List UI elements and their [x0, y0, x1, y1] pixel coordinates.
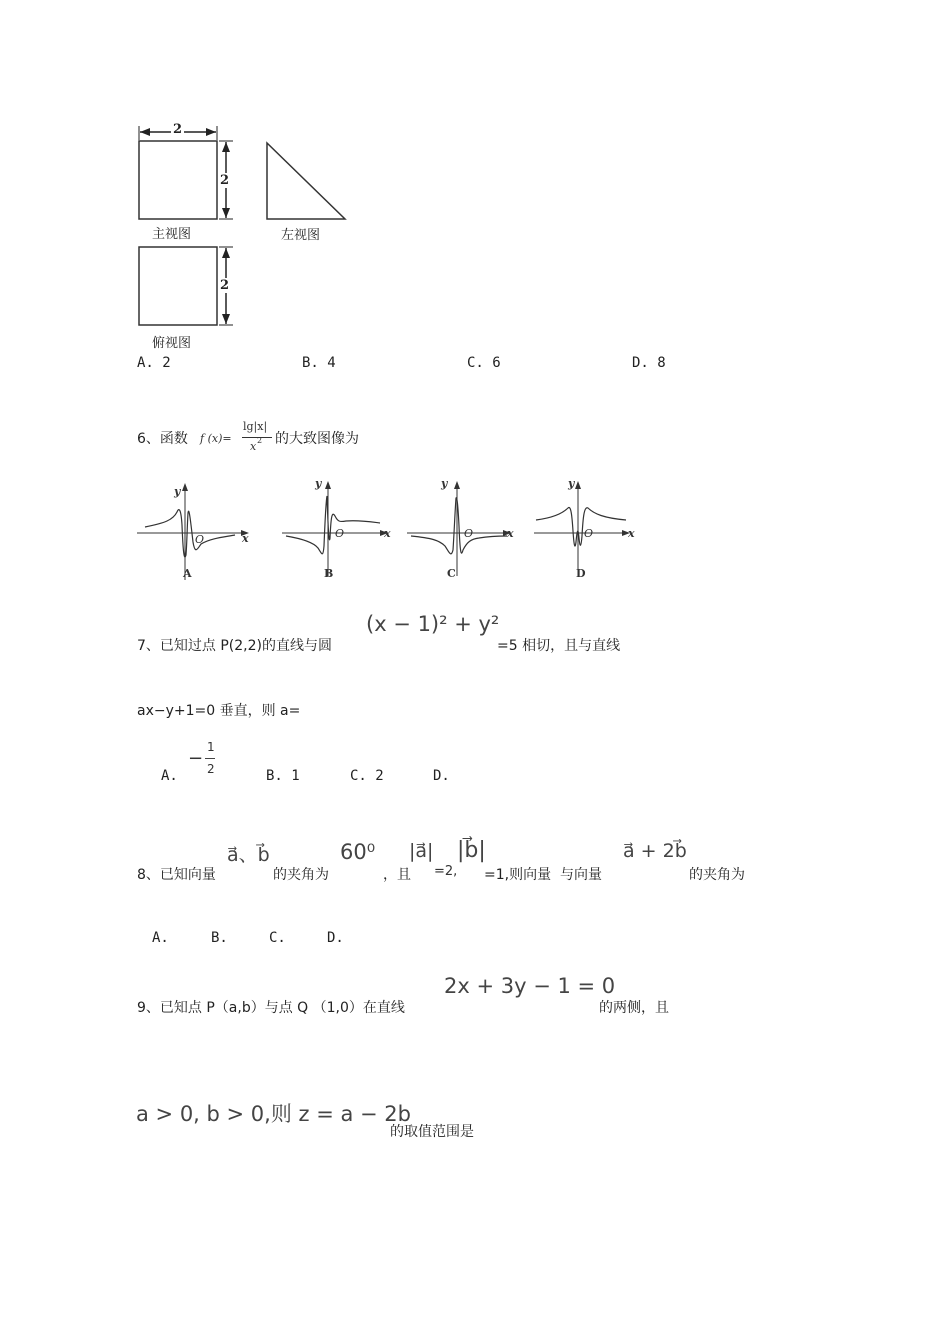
q7-option-d: D. [433, 768, 450, 784]
q8-and: ，且 [383, 867, 411, 883]
q8-vectors: a⃗、b⃗ [227, 844, 270, 866]
q8-option-c: C. [269, 930, 286, 946]
q9-condition: a > 0, b > 0,则 z = a − 2b [136, 1102, 411, 1126]
three-view-figure [130, 120, 370, 350]
q8-eq1-text: =1,则向量 与向量 [484, 867, 602, 883]
q6-suffix: 的大致图像为 [275, 431, 359, 447]
q8-option-d: D. [327, 930, 344, 946]
q6-graph-c-y-label: y [441, 477, 448, 490]
q8-option-a: A. [152, 930, 169, 946]
q6-graph-a-label: A [183, 567, 192, 580]
q7-option-a-label: A. [161, 768, 178, 784]
plan-dimension-label: 2 [220, 278, 230, 293]
q8-option-b: B. [211, 930, 228, 946]
q7-option-a-denominator: 2 [207, 762, 215, 776]
q7-line2: ax−y+1=0 垂直，则 a= [137, 703, 301, 719]
q6-graph-c-label: C [447, 567, 456, 580]
q5-option-a: A. 2 [137, 355, 171, 371]
q7-line1-prefix: 7、已知过点 P(2,2)的直线与圆 [137, 638, 332, 654]
q5-option-d: D. 8 [632, 355, 666, 371]
q6-denominator-exponent: 2 [257, 436, 263, 445]
q6-numerator: lg|x| [243, 420, 268, 433]
q6-graph-d-y-label: y [568, 477, 575, 490]
q7-line1-suffix: =5 相切，且与直线 [497, 638, 621, 654]
q6-graph-b-label: B [324, 567, 334, 580]
q7-option-a-numerator: 1 [207, 740, 215, 754]
q6-denominator: x [250, 440, 257, 453]
q8-vector-sum: a⃗ + 2b⃗ [623, 840, 687, 862]
front-dimension-label: 2 [220, 173, 230, 188]
q9-condition-suffix: 的取值范围是 [390, 1124, 474, 1140]
q6-graph-b-y-label: y [315, 477, 322, 490]
q5-option-c: C. 6 [467, 355, 501, 371]
q6-graph-a-y-label: y [174, 485, 181, 498]
front-view-label: 主视图 [152, 227, 192, 242]
left-view-label: 左视图 [281, 228, 321, 243]
q7-option-a-fraction-bar [205, 758, 215, 759]
q8-angle-text: 的夹角为 [273, 867, 329, 883]
q6-prefix: 6、函数 [137, 431, 188, 447]
q6-graph-b-x-label: x [384, 527, 391, 540]
q6-graph-a-x-label: x [242, 532, 249, 545]
plan-view-label: 俯视图 [152, 336, 192, 351]
q6-fx: f (x)= [200, 432, 232, 445]
q6-graph-d-origin: O [584, 527, 594, 540]
q8-suffix: 的夹角为 [689, 867, 745, 883]
q9-prefix: 9、已知点 P（a,b）与点 Q （1,0）在直线 [137, 1000, 405, 1016]
q9-suffix: 的两侧，且 [599, 1000, 669, 1016]
top-dimension-label: 2 [173, 122, 183, 137]
q8-prefix: 8、已知向量 [137, 867, 216, 883]
q6-graph-d-x-label: x [628, 527, 635, 540]
q6-graph-c-x-label: x [507, 527, 514, 540]
q7-option-a-minus: − [188, 748, 204, 769]
q8-angle: 60⁰ [340, 840, 376, 864]
q9-line-equation: 2x + 3y − 1 = 0 [444, 974, 616, 998]
q7-option-c: C. 2 [350, 768, 384, 784]
q6-graph-a-origin: O [195, 533, 205, 546]
q7-circle-equation: (x − 1)² + y² [366, 612, 500, 636]
q6-graph-b-origin: O [335, 527, 345, 540]
q5-option-b: B. 4 [302, 355, 336, 371]
q8-abs-b: |b⃗| [457, 838, 486, 863]
q6-graph-c-origin: O [464, 527, 474, 540]
q8-eq2: =2, [434, 864, 458, 879]
q6-graph-d-label: D [576, 567, 586, 580]
q7-option-b: B. 1 [266, 768, 300, 784]
q8-abs-a: |a⃗| [409, 840, 434, 862]
